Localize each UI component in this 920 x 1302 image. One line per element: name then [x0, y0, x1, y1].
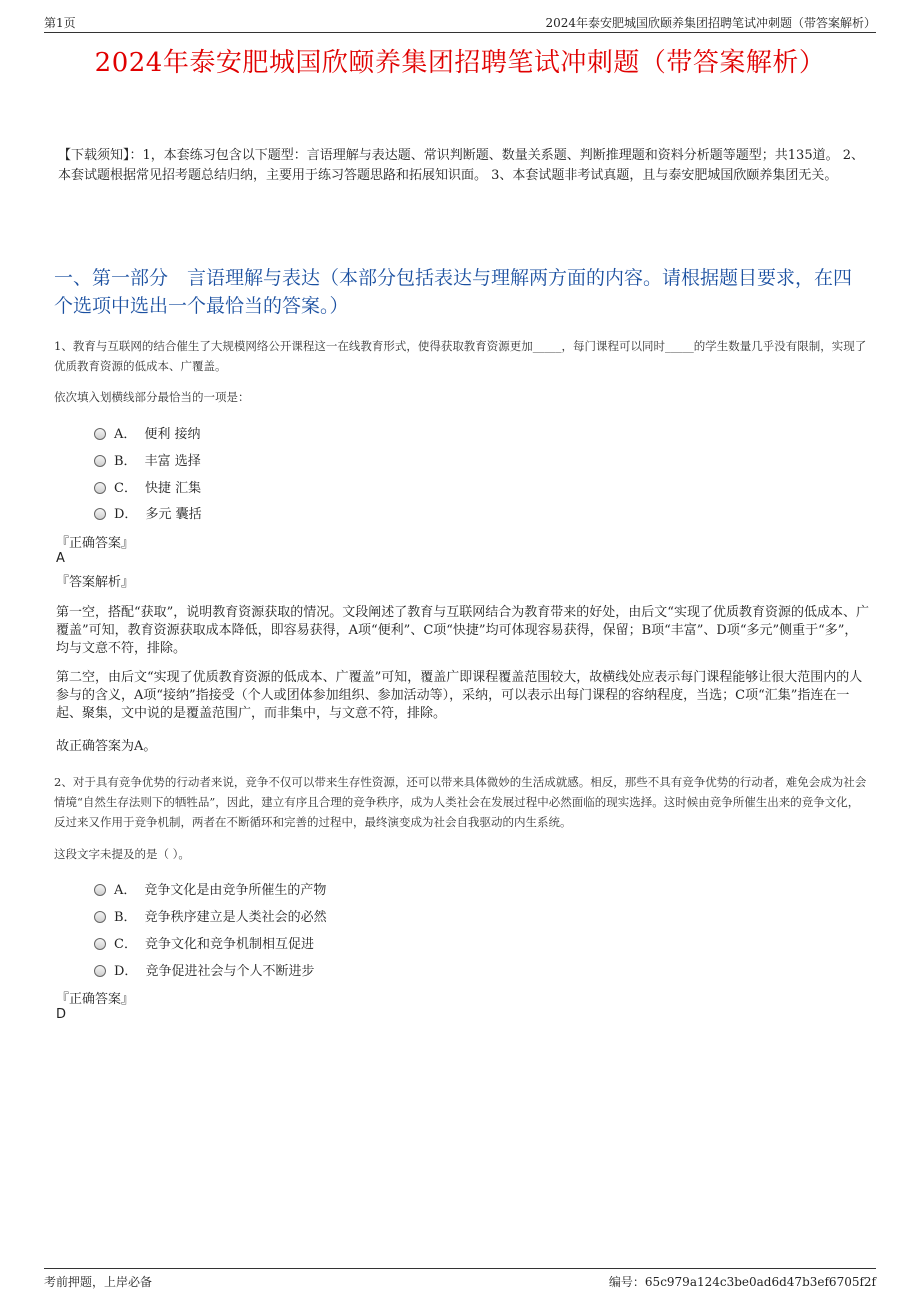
radio-icon[interactable] — [94, 428, 106, 440]
option-key: B． — [114, 454, 137, 469]
page-footer — [44, 1268, 876, 1291]
option-key: A． — [114, 427, 137, 442]
option-text: 多元 囊括 — [145, 507, 202, 522]
option-key: A． — [114, 883, 137, 898]
section-heading: 一、第一部分 言语理解与表达（本部分包括表达与理解两方面的内容。请根据题目要求，在四个选项中选出一个最恰当的答案。） — [54, 267, 853, 317]
correct-answer-value: A — [56, 551, 65, 566]
page-number: 第1页 — [44, 16, 76, 30]
question-1-option-a[interactable] — [94, 423, 201, 442]
question-2-stem: 2、对于具有竞争优势的行动者来说，竞争不仅可以带来生存性资源，还可以带来具体微妙的生活成就感。相反，那些不具有竞争优势的行动者，难免会成为社会情境“自然生存法则下的牺牲品”，因此，建立有序且合理的竞争秩序，成为人类社会在发展过程中必然面临的现实选择。这时候由竞争所催生出来的竞争文化，反过来又作用于竞争机制，两者在不断循环和完善的过程中，最终演变成为社会自我驱动的内生系统。 — [54, 775, 867, 829]
analysis-paragraph-1: 第一空，搭配“获取”，说明教育资源获取的情况。文段阐述了教育与互联网结合为教育带来的好处，由后文“实现了优质教育资源的低成本、广覆盖”可知，教育资源获取成本降低，即容易获得，A项“便利”、C项“快捷”均可体现容易获得，保留；B项“丰富”、D项“多元”侧重于“多”，均与文意不符，排除。 — [56, 605, 869, 656]
option-key: C． — [114, 937, 137, 952]
question-1-option-c[interactable] — [94, 477, 201, 496]
correct-answer-label: 『正确答案』 — [56, 536, 135, 551]
question-2-prompt: 这段文字未提及的是（ ）。 — [54, 847, 190, 861]
document-id: 编号：65c979a124c3be0ad6d47b3ef6705f2f — [608, 1275, 876, 1289]
correct-answer-value: D — [56, 1007, 67, 1022]
option-key: C． — [114, 481, 137, 496]
question-2-option-a[interactable] — [94, 879, 326, 898]
radio-icon[interactable] — [94, 911, 106, 923]
question-2-option-d[interactable] — [94, 960, 314, 979]
option-text: 竞争促进社会与个人不断进步 — [145, 964, 315, 979]
question-1-stem: 1、教育与互联网的结合催生了大规模网络公开课程这一在线教育形式，使得获取教育资源更加_____，每门课程可以同时_____的学生数量几乎没有限制，实现了优质教育资源的低成本、广覆盖。 — [54, 339, 867, 373]
question-1-prompt: 依次填入划横线部分最恰当的一项是： — [54, 390, 250, 404]
radio-icon[interactable] — [94, 938, 106, 950]
radio-icon[interactable] — [94, 884, 106, 896]
option-text: 快捷 汇集 — [144, 481, 202, 496]
option-text: 竞争文化和竞争机制相互促进 — [144, 937, 314, 952]
question-2-option-b[interactable] — [94, 906, 327, 925]
option-key: D． — [114, 964, 138, 979]
option-text: 竞争秩序建立是人类社会的必然 — [144, 910, 327, 925]
radio-icon[interactable] — [94, 965, 106, 977]
radio-icon[interactable] — [94, 482, 106, 494]
document-title: 2024年泰安肥城国欣颐养集团招聘笔试冲刺题（带答案解析） — [94, 48, 826, 78]
radio-icon[interactable] — [94, 508, 106, 520]
option-text: 丰富 选择 — [144, 454, 201, 469]
question-2-option-c[interactable] — [94, 933, 314, 952]
question-1-option-d[interactable] — [94, 503, 202, 522]
analysis-conclusion: 故正确答案为A。 — [56, 739, 157, 754]
analysis-paragraph-2: 第二空，由后文“实现了优质教育资源的低成本、广覆盖”可知，覆盖广即课程覆盖范围较大，故横线处应表示每门课程能够让很大范围内的人参与的含义，A项“接纳”指接受（个人或团体参加组织、参加活动等），采纳，可以表示出每门课程的容纳程度，当选；C项“汇集”指连在一起、聚集，文中说的是覆盖范围广，而非集中，与文意不符，排除。 — [56, 670, 863, 721]
radio-icon[interactable] — [94, 455, 106, 467]
question-1-option-b[interactable] — [94, 450, 201, 469]
option-key: D． — [114, 507, 138, 522]
download-notice: 【下载须知】：1，本套练习包含以下题型：言语理解与表达题、常识判断题、数量关系题、判断推理题和资料分析题等题型；共135道。 2、本套试题根据常见招考题总结归纳，主要用于练习答题思路和拓展知识面。 3、本套试题非考试真题，且与泰安肥城国欣颐养集团无关。 — [58, 148, 864, 183]
page-header — [44, 12, 876, 33]
option-key: B． — [114, 910, 137, 925]
header-doc-title: 2024年泰安肥城国欣颐养集团招聘笔试冲刺题（带答案解析） — [545, 16, 876, 30]
correct-answer-label: 『正确答案』 — [56, 992, 135, 1007]
option-text: 竞争文化是由竞争所催生的产物 — [144, 883, 327, 898]
analysis-label: 『答案解析』 — [56, 575, 135, 590]
footer-slogan: 考前押题，上岸必备 — [44, 1275, 153, 1289]
option-text: 便利 接纳 — [144, 427, 201, 442]
